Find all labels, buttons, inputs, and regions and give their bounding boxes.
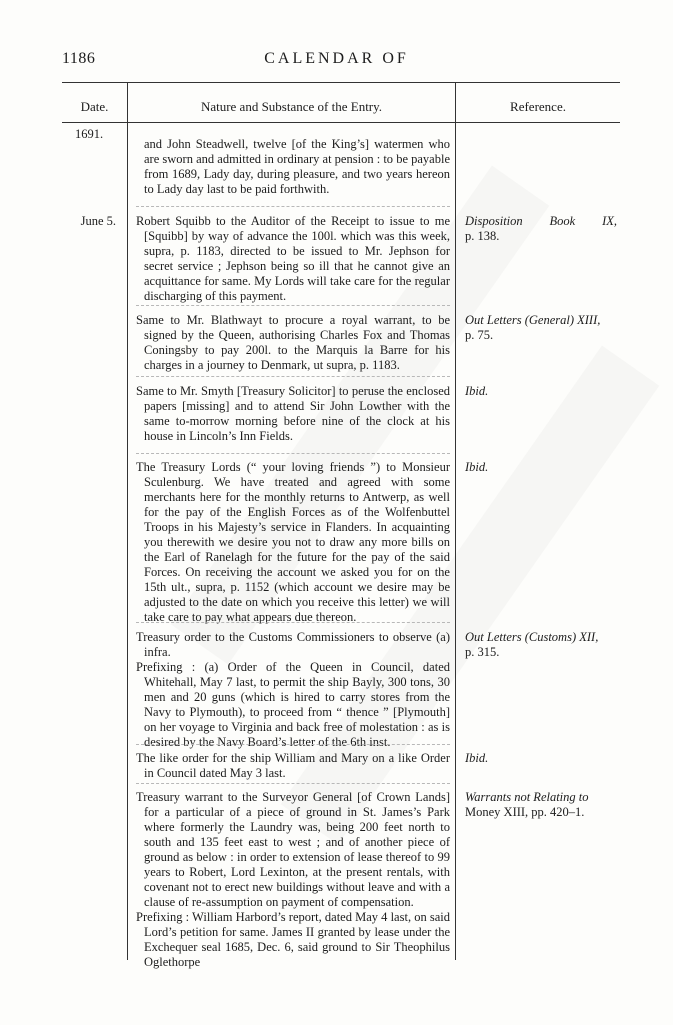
entry-separator bbox=[136, 305, 450, 306]
entry-separator bbox=[136, 783, 450, 784]
entry-reference bbox=[465, 384, 617, 399]
entry-paragraph: and John Steadwell, twelve [of the King’s] watermen who are sworn and admitted in ordinary at pension : to be payable from 1689, Lady day, during pleasure, and two years hereon to Lady day last to be paid forthwith. bbox=[144, 137, 450, 196]
reference-line: Money XIII, pp. 420–1. bbox=[465, 805, 585, 819]
entry-item bbox=[136, 313, 450, 373]
column-header-reference: Reference. bbox=[510, 99, 566, 114]
entry-paragraph: The Treasury Lords (“ your loving friends ”) to Monsieur Sculenburg. We have treated and agreed with some merchants here for the monthly returns to Antwerp, as well for the pay of the English Forces as of the Wolfenbuttel Troops in his Majesty’s service in Flanders. In acquainting you therewith we desire you not to draw any more bills on the Earl of Ranelagh for the future for the pay of the said Forces. On receiving the account we asked you for on the 15th ult., supra, p. 1152 (which account we desire may be adjusted to the date on which you receive this letter) we will take care to pay what appears due thereon. bbox=[136, 460, 450, 624]
column-header-nature: Nature and Substance of the Entry. bbox=[200, 99, 383, 114]
entry-item bbox=[136, 630, 450, 750]
reference-line: Ibid. bbox=[465, 384, 489, 398]
entry-paragraph: Robert Squibb to the Auditor of the Receipt to issue to me [Squibb] by way of advance the 100l. which was this week, supra, p. 1183, directed to be issued to Mr. Jephson for secret service ; Jephson being so ill that he cannot give an acquittance for same. My Lords will take care for the regular discharging of this payment. bbox=[136, 214, 450, 303]
entry-item bbox=[136, 384, 450, 444]
entry-reference bbox=[465, 630, 617, 660]
reference-line: Out Letters (General) XIII, bbox=[465, 313, 601, 327]
running-head: CALENDAR OF bbox=[264, 50, 409, 67]
entry-reference bbox=[465, 751, 617, 766]
reference-line: Warrants not Relating to bbox=[465, 790, 589, 804]
reference-line: Ibid. bbox=[465, 751, 489, 765]
reference-line: Ibid. bbox=[465, 460, 489, 474]
entry-item bbox=[136, 460, 450, 625]
reference-line: Disposition Book IX, bbox=[465, 214, 617, 228]
entry-paragraph: Treasury warrant to the Surveyor General [of Crown Lands] for a particular of a piece of ground in St. James’s Park where formerly the Laundry was, being 200 feet north to south and 135 feet east to west ; and of another piece of ground as below : in order to extension of lease thereof to 99 years to Robert, Lord Lexinton, at the present rentals, with covenant not to erect new buildings without leave and with a clause of re-assumption on payment of compensation. bbox=[136, 790, 450, 909]
entry-paragraph: Same to Mr. Blathwayt to procure a royal warrant, to be signed by the Queen, authorising Charles Fox and Thomas Coningsby to pay 200l. to the Marquis la Barre for his charges in a journey to Denmark, ut supra, p. 1183. bbox=[136, 313, 450, 372]
reference-line: Out Letters (Customs) XII, bbox=[465, 630, 599, 644]
entry-reference bbox=[465, 460, 617, 475]
entry-paragraph: Prefixing : William Harbord’s report, dated May 4 last, on said Lord’s petition for same. James II granted by lease under the Exchequer seal 1685, Dec. 6, said ground to Sir Theophilus Oglethorpe bbox=[136, 910, 450, 969]
column-header-date: Date. bbox=[80, 99, 109, 114]
entry-reference bbox=[465, 214, 617, 244]
entry-separator bbox=[136, 376, 450, 377]
entry-paragraph: Treasury order to the Customs Commissioners to observe (a) infra. bbox=[136, 630, 450, 659]
entry-paragraph: Prefixing : (a) Order of the Queen in Council, dated Whitehall, May 7 last, to permit the ship Bayly, 300 tons, 30 men and 20 guns (which is hired to carry stores from the Navy to Plymouth), to proceed from “ thence ” [Plymouth] on her voyage to Virginia and back free of molestation : as is desired by the Navy Board’s letter of the 6th inst. bbox=[136, 660, 450, 749]
entry-separator bbox=[136, 453, 450, 454]
column-divider-right bbox=[455, 82, 456, 960]
entry-date: June 5. bbox=[80, 214, 116, 228]
entry-separator bbox=[136, 622, 450, 623]
page-number: 1186 bbox=[62, 50, 96, 67]
entry-item bbox=[136, 214, 450, 304]
entry-separator bbox=[136, 744, 450, 745]
entry-item bbox=[136, 751, 450, 781]
reference-line: p. 75. bbox=[465, 328, 494, 342]
entry-item bbox=[136, 790, 450, 970]
entry-continuation bbox=[136, 137, 450, 197]
column-divider-left bbox=[127, 82, 128, 960]
entry-paragraph: Same to Mr. Smyth [Treasury Solicitor] to peruse the enclosed papers [missing] and to attend Sir John Lowther with the same to-morrow morning before nine of the clock at his house in Lincoln’s Inn Fields. bbox=[136, 384, 450, 443]
entry-separator bbox=[136, 206, 450, 207]
reference-line: p. 315. bbox=[465, 645, 500, 659]
reference-line: p. 138. bbox=[465, 229, 500, 243]
entry-paragraph: The like order for the ship William and Mary on a like Order in Council dated May 3 last. bbox=[136, 751, 450, 780]
header-rule-bottom bbox=[62, 122, 620, 123]
header-rule-top bbox=[62, 82, 620, 83]
year-label: 1691. bbox=[75, 127, 104, 141]
entry-reference bbox=[465, 313, 617, 343]
entry-reference bbox=[465, 790, 617, 820]
